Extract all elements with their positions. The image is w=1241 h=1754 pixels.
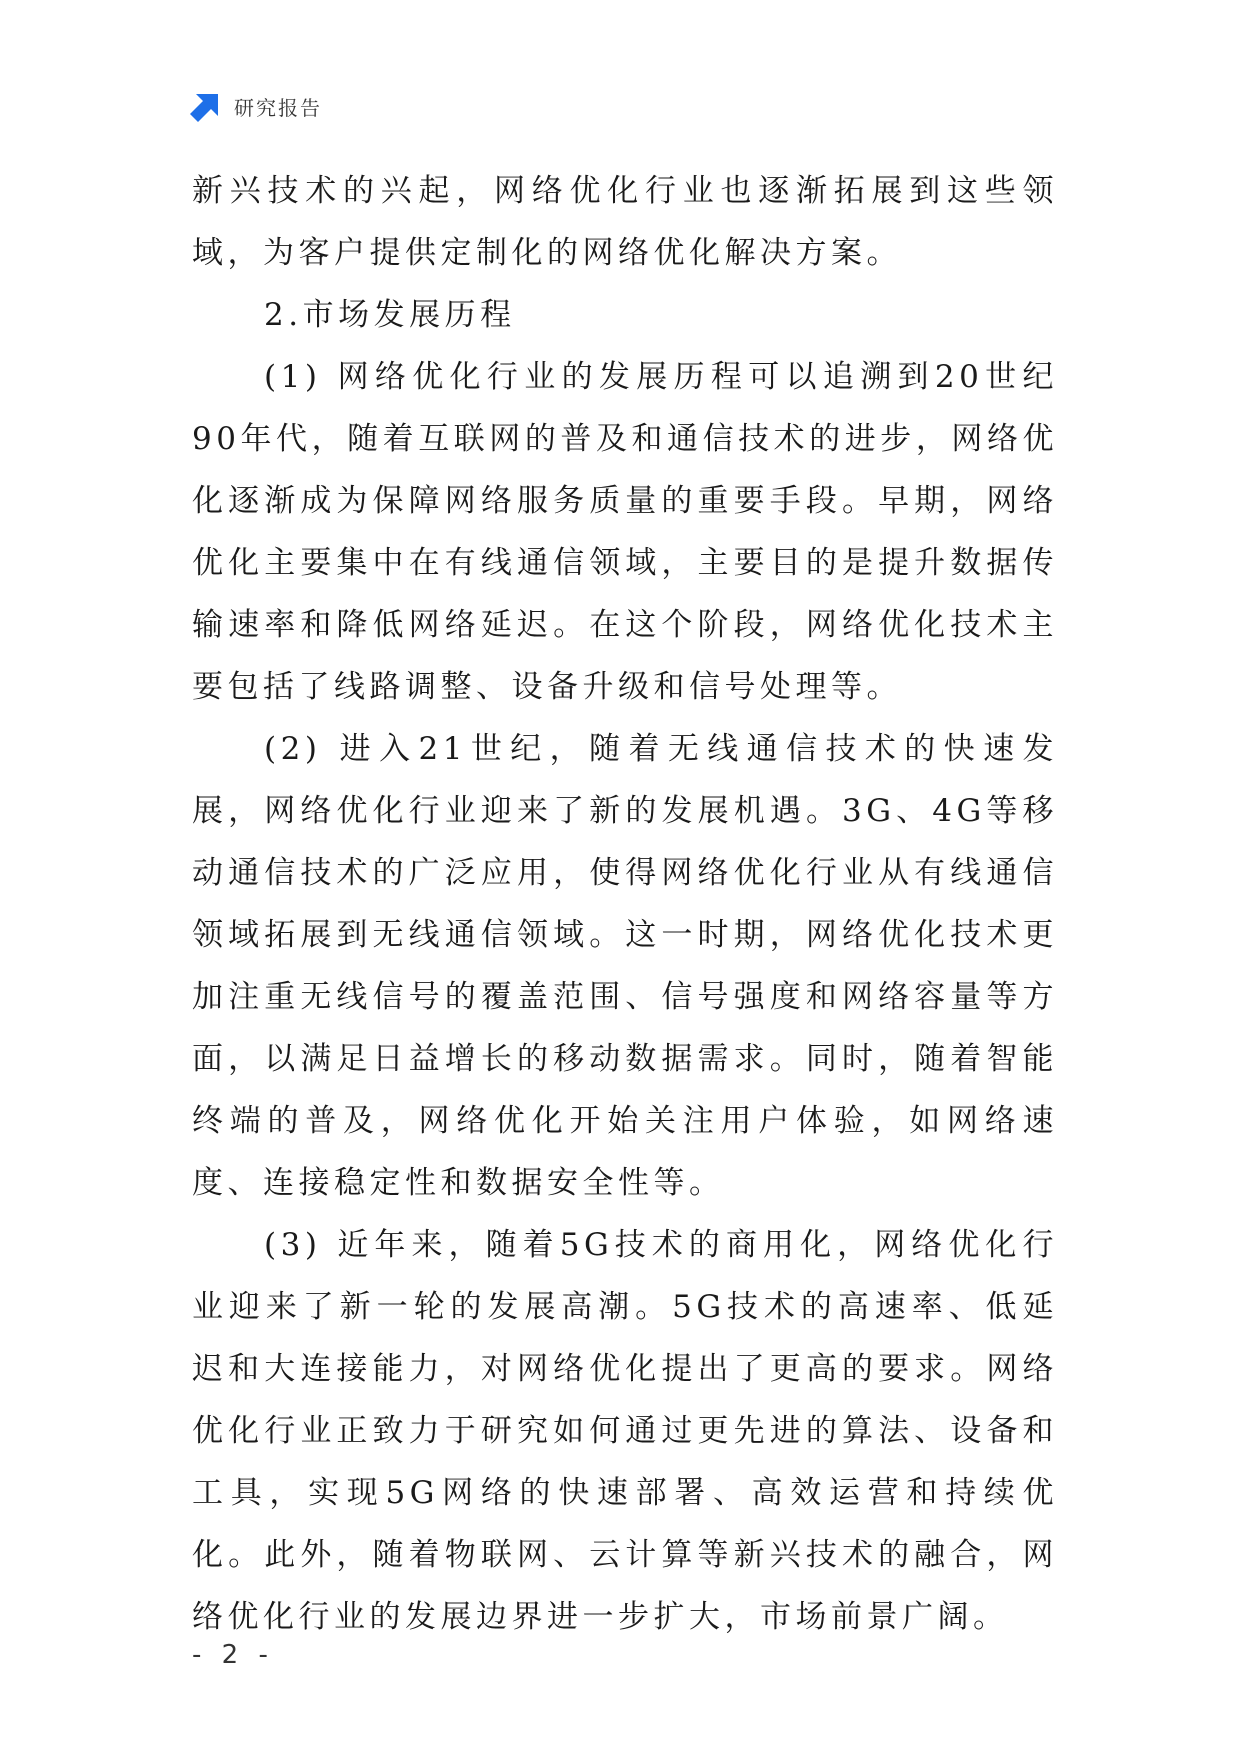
paragraph-3: (3) 近年来，随着5G技术的商用化，网络优化行业迎来了新一轮的发展高潮。5G技术的高速率、低延迟和大连接能力，对网络优化提出了更高的要求。网络优化行业正致力于研究如何通过更先进的算法、设备和工具，实现5G网络的快速部署、高效运营和持续优化。此外，随着物联网、云计算等新兴技术的融合，网络优化行业的发展边界进一步扩大，市场前景广阔。 [192, 1227, 1058, 1635]
paragraph-2: (2) 进入21世纪，随着无线通信技术的快速发展，网络优化行业迎来了新的发展机遇。3G、4G等移动通信技术的广泛应用，使得网络优化行业从有线通信领域拓展到无线通信领域。这一时期，网络优化技术更加注重无线信号的覆盖范围、信号强度和网络容量等方面，以满足日益增长的移动数据需求。同时，随着智能终端的普及，网络优化开始关注用户体验，如网络速度、连接稳定性和数据安全性等。 [192, 731, 1058, 1201]
section-heading: 2.市场发展历程 [264, 297, 516, 333]
paragraph-1: (1) 网络优化行业的发展历程可以追溯到20世纪90年代，随着互联网的普及和通信技术的进步，网络优化逐渐成为保障网络服务质量的重要手段。早期，网络优化主要集中在有线通信领域，主要目的是提升数据传输速率和降低网络延迟。在这个阶段，网络优化技术主要包括了线路调整、设备升级和信号处理等。 [192, 359, 1058, 705]
paragraph-continued: 新兴技术的兴起，网络优化行业也逐渐拓展到这些领域，为客户提供定制化的网络优化解决方案。 [192, 173, 1058, 271]
arrow-up-right-icon [190, 90, 222, 122]
page-number: - 2 - [192, 1640, 274, 1670]
page-header [190, 88, 322, 124]
header-title: 研究报告 [234, 95, 322, 120]
document-body [192, 160, 1058, 1648]
